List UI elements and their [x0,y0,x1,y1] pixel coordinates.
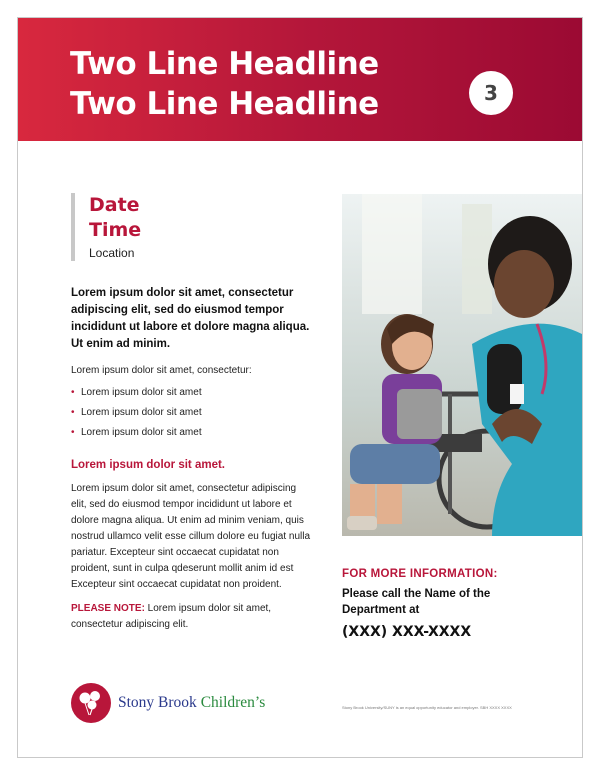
note-label: PLEASE NOTE: [71,603,145,614]
stony-brook-logo [70,682,265,724]
headline-line-2: Two Line Headline [70,86,379,122]
flyer-page [17,17,583,758]
note-text: Lorem ipsum dolor sit amet, consectetur adipiscing elit. [71,603,272,630]
call-text: Please call the Name of the Department at [342,588,491,616]
bullet-item: • Lorem ipsum dolor sit amet [71,423,311,443]
event-time: Time [89,219,142,241]
hero-photo [342,194,582,536]
header-banner [18,18,582,141]
more-info-label: FOR MORE INFORMATION: [342,568,498,580]
phone-number: (XXX) XXX-XXXX [342,624,472,640]
event-details [71,193,141,261]
headline [70,44,379,124]
more-info [342,568,582,640]
bullet-list [71,383,311,443]
logo-word-stony-brook: Stony Brook [118,694,197,711]
page-number-badge: 3 [469,71,513,115]
left-column [71,285,311,633]
bullet-lead: Lorem ipsum dolor sit amet, consectetur: [71,365,252,376]
section-subhead: Lorem ipsum dolor sit amet. [71,459,225,471]
fine-print: Stony Brook University/SUNY is an equal opportunity educator and employer. SBH XXXX XXXX [342,705,512,710]
logo-word-childrens: Children’s [196,694,266,711]
bullet-item: • Lorem ipsum dolor sit amet [71,383,311,403]
bullet-item: • Lorem ipsum dolor sit amet [71,403,311,423]
logo-wordmark [118,694,265,712]
intro-paragraph: Lorem ipsum dolor sit amet, consectetur adipiscing elit, sed do eiusmod tempor incididunt ut labore et dolore magna aliqua. Ut enim ad minim. [71,287,310,350]
body-paragraph: Lorem ipsum dolor sit amet, consectetur adipiscing elit, sed do eiusmod tempor incididunt ut labore et dolore magna aliqua. Ut enim ad minim veniam, quis nostrud ullamco velit esse cillum dolore eu fugiat nulla pariatur. Excepteur sint occaecat cupidatat non proident, sunt in culpa qdeserunt mollit anim id est Excepteur sint occaecat cupidatat non proident. [71,483,311,590]
headline-line-1: Two Line Headline [70,46,379,82]
photo-illustration [342,194,582,536]
event-location: Location [89,246,135,260]
event-date: Date [89,194,140,216]
stony-brook-balloons-logo-icon [70,682,112,724]
please-note [71,601,311,633]
